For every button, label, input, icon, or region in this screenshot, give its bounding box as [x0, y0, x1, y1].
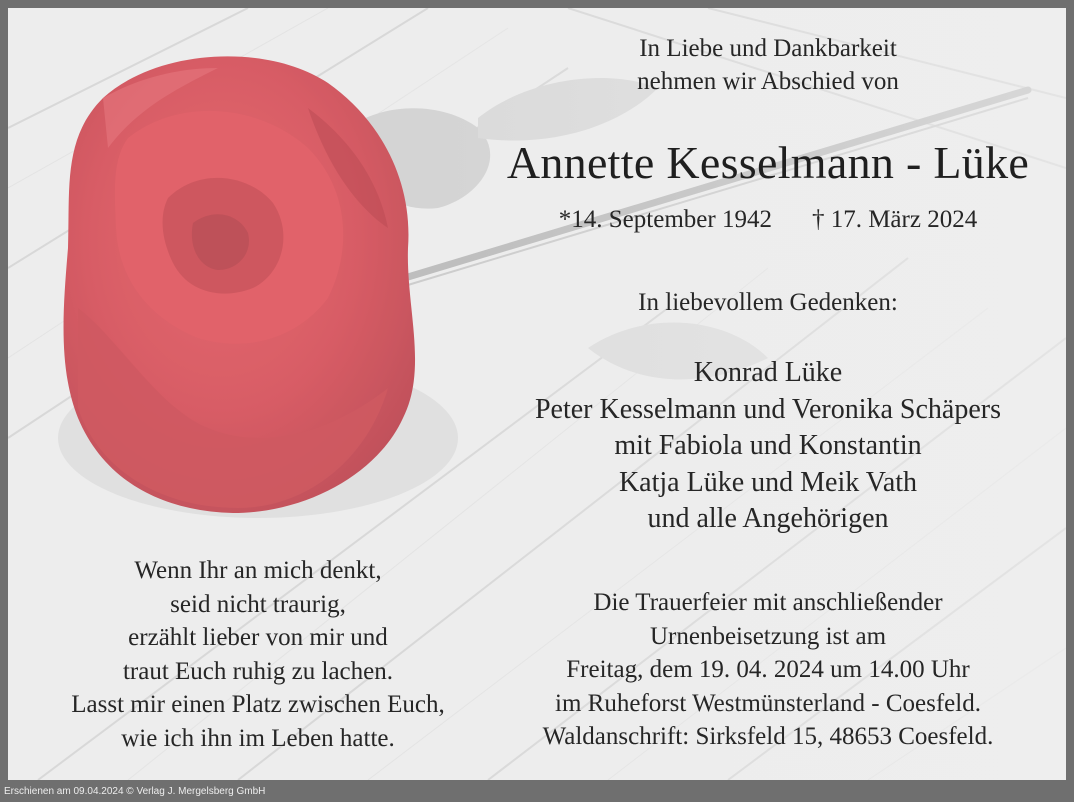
obituary-card: [8, 8, 1066, 780]
poem-line: Wenn Ihr an mich denkt,: [134, 557, 382, 584]
poem-line: wie ich ihn im Leben hatte.: [121, 724, 395, 752]
publication-footer: Erschienen am 09.04.2024 © Verlag J. Mergelsberg GmbH: [4, 786, 266, 797]
family-member: mit Fabiola und Konstantin: [614, 430, 922, 462]
service-line: Urnenbeisetzung ist am: [649, 622, 887, 650]
service-line: Waldanschrift: Sirksfeld 15, 48653 Coesfeld.: [542, 723, 994, 751]
service-line: Freitag, dem 19. 04. 2024 um 14.00 Uhr: [566, 656, 970, 684]
life-dates: [498, 204, 1038, 236]
poem: [28, 554, 488, 756]
family-member: Konrad Lüke: [693, 357, 843, 388]
service-line: im Ruheforst Westmünsterland - Coesfeld.: [555, 689, 981, 717]
family-list: [478, 355, 1058, 538]
family-member: und alle Angehörigen: [647, 503, 889, 535]
service-line: Die Trauerfeier mit anschließender: [593, 589, 943, 616]
memorial-heading: In liebevollem Gedenken:: [638, 289, 898, 316]
intro-line: nehmen wir Abschied von: [637, 68, 899, 95]
family-member: Katja Lüke und Meik Vath: [618, 466, 918, 498]
poem-line: seid nicht traurig,: [170, 590, 346, 618]
birth-date: *14. September 1942: [558, 206, 772, 233]
intro-line: In Liebe und Dankbarkeit: [639, 35, 897, 62]
poem-line: erzählt lieber von mir und: [128, 624, 388, 652]
family-member: Peter Kesselmann und Veronika Schäpers: [534, 393, 1002, 425]
deceased-name: Annette Kesselmann - Lüke: [506, 137, 1030, 188]
death-date: † 17. März 2024: [811, 206, 978, 233]
funeral-service-info: [478, 586, 1058, 754]
poem-line: traut Euch ruhig zu lachen.: [122, 657, 394, 685]
intro-text: [568, 32, 968, 98]
poem-line: Lasst mir einen Platz zwischen Euch,: [71, 691, 445, 719]
